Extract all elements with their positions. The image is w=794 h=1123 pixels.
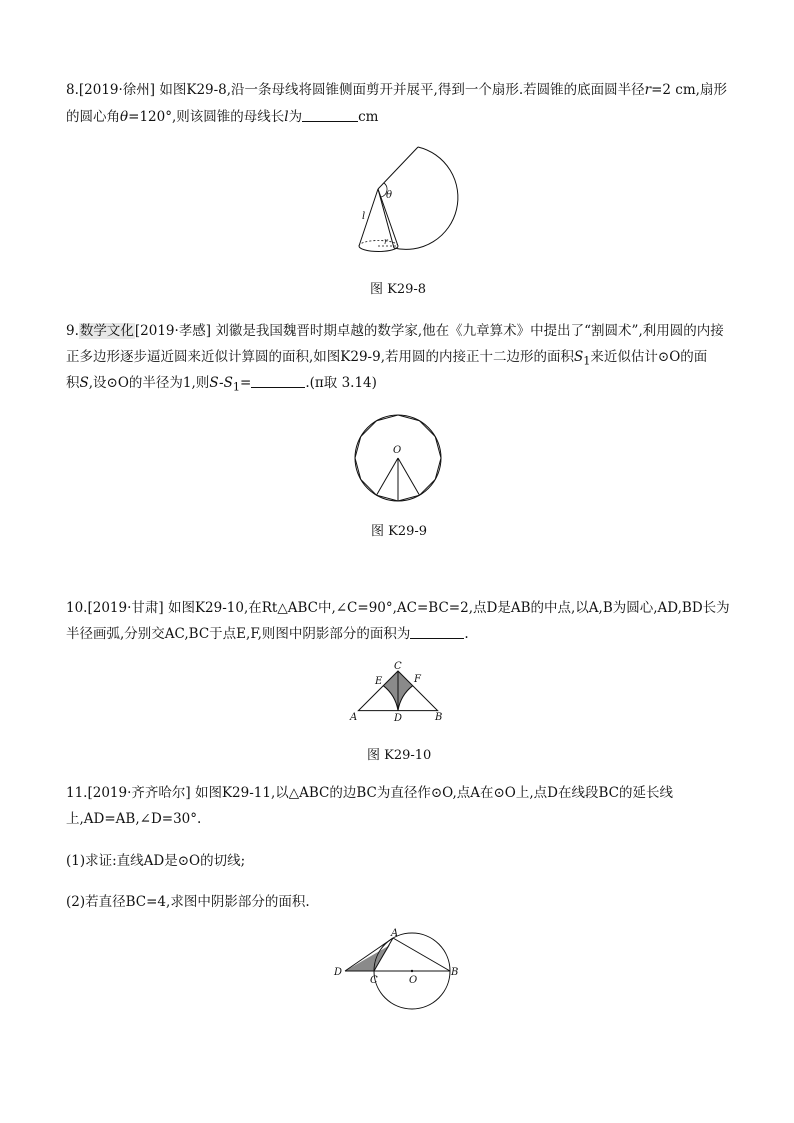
radius-1 bbox=[377, 458, 399, 495]
figure-k29-11-circle bbox=[330, 925, 465, 993]
l-label: l bbox=[362, 211, 366, 222]
chord-ab bbox=[393, 938, 450, 971]
label-d: D bbox=[334, 967, 343, 978]
r-label: r bbox=[384, 237, 388, 246]
figure-k29-10-triangle bbox=[348, 660, 448, 724]
cone-base-front bbox=[359, 246, 398, 252]
q9-line-1: 9.数学文化[2019·孝感] 刘徽是我国魏晋时期卓越的数学家,他在《九章算术》中提出了“割圆术”,利用圆的内接 bbox=[66, 323, 724, 339]
q10-line-2: 半径画弧,分别交AC,BC于点E,F,则图中阴影部分的面积为 . bbox=[66, 626, 469, 642]
shaded-region bbox=[345, 945, 390, 971]
label-o: O bbox=[409, 975, 418, 986]
label-b: B bbox=[435, 712, 443, 723]
label-a: A bbox=[391, 928, 399, 939]
q11-line-2: 上,AD=AB,∠D=30°. bbox=[66, 811, 202, 827]
o-label: O bbox=[393, 445, 402, 456]
label-b: B bbox=[451, 967, 459, 978]
q11-line-1: 11.[2019·齐齐哈尔] 如图K29-11,以△ABC的边BC为直径作⊙O,点A在⊙O上,点D在线段BC的延长线 bbox=[66, 785, 673, 801]
answer-blank bbox=[251, 374, 305, 388]
caption-k29-9: 图 K29-9 bbox=[371, 524, 428, 539]
label-c: C bbox=[370, 975, 378, 986]
q9-line-3: 积S,设⊙O的半径为1,则$S-S_1= .(\pi$取 3.14) bbox=[66, 375, 377, 394]
q10-line-1: 10.[2019·甘肃] 如图K29-10,在Rt△ABC中,∠C=90°,AC=BC=2,点D是AB的中点,以A,B为圆心,AD,BD长为 bbox=[66, 600, 730, 616]
q11-part-1: (1)求证:直线AD是⊙O的切线; bbox=[66, 853, 246, 869]
caption-k29-8: 图 K29-8 bbox=[370, 282, 427, 297]
culture-tag: 数学文化 bbox=[79, 323, 134, 339]
answer-blank bbox=[302, 108, 358, 122]
sector-radius-top bbox=[378, 147, 418, 189]
figure-k29-9-dodecagon bbox=[353, 413, 443, 503]
q9-line-2: 正多边形逐步逼近圆来近似计算圆的面积,如图K29-9,若用圆的内接正十二边形的面积$S_1$来近似估计⊙O的面 bbox=[66, 349, 708, 368]
radius-3 bbox=[398, 458, 420, 495]
label-f: F bbox=[414, 674, 421, 685]
label-a: A bbox=[350, 712, 358, 723]
label-e: E bbox=[375, 676, 383, 687]
answer-blank bbox=[410, 625, 464, 639]
q8-line-1: 8.[2019·徐州] 如图K29-8,沿一条母线将圆锥侧面剪开并展平,得到一个扇形.若圆锥的底面圆半径r=2 cm,扇形 bbox=[66, 82, 727, 98]
label-c: C bbox=[394, 661, 402, 672]
q11-part-2: (2)若直径BC=4,求图中阴影部分的面积. bbox=[66, 894, 310, 910]
center-dot bbox=[411, 970, 413, 972]
figure-k29-8-cone bbox=[350, 142, 480, 264]
label-d: D bbox=[394, 713, 403, 724]
q8-line-2: 的圆心角θ=120°,则该圆锥的母线长l为 cm bbox=[66, 109, 379, 125]
caption-k29-10: 图 K29-10 bbox=[367, 748, 432, 763]
theta-label: θ bbox=[386, 190, 393, 201]
